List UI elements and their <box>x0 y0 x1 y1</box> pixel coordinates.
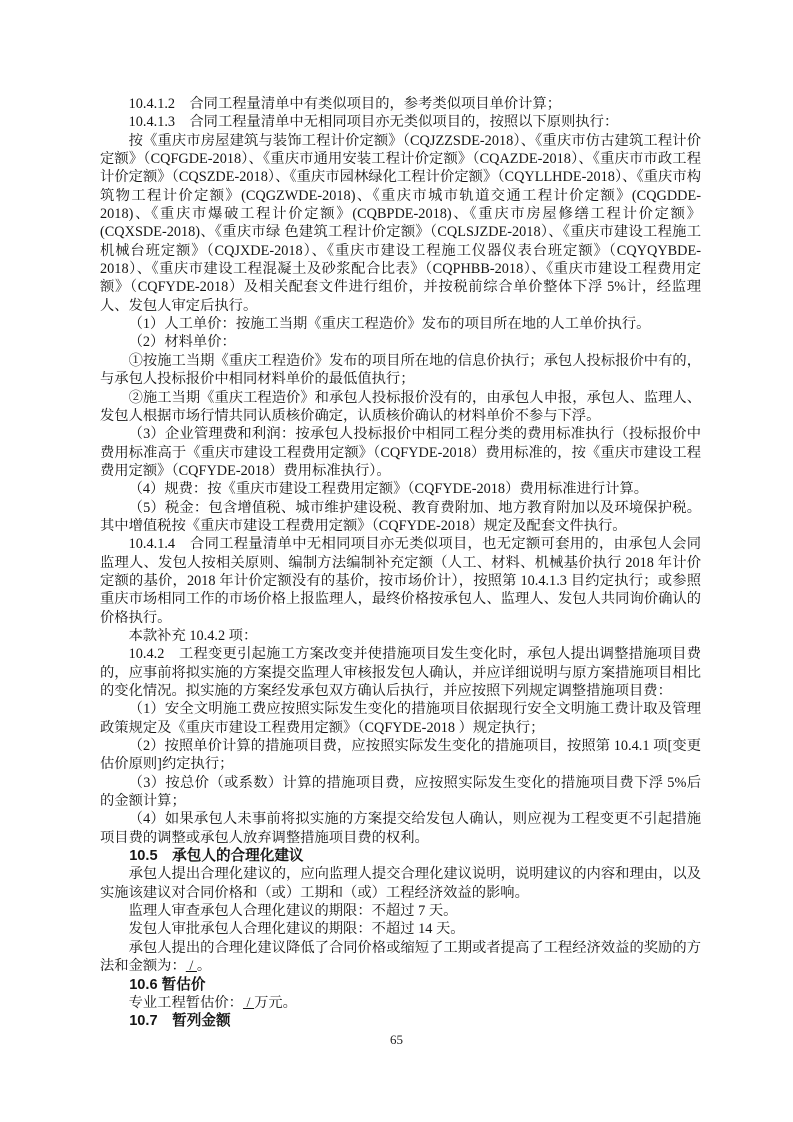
text-run: （3）企业管理费和利润：按承包人投标报价中相同工程分类的费用标准执行（投标报价中费用标准高于《重庆市建设工程费用定额》（CQFYDE-2018）费用标准的，按《重庆市建设工程费用定额》（CQFYDE-2018）费用标准执行）。 <box>100 426 701 479</box>
paragraph <box>100 810 701 847</box>
paragraph <box>100 535 701 627</box>
text-run: 专业工程暂估价： <box>128 994 243 1011</box>
text-run: 承包人提出的合理化建议降低了合同价格或缩短了工期或者提高了工程经济效益的奖励的方法和金额为： <box>100 939 701 975</box>
text-run: （4）如果承包人未事前将拟实施的方案提交给发包人确认，则应视为工程变更不引起措施项目费的调整或承包人放弃调整措施项目费的权利。 <box>100 811 701 846</box>
paragraph <box>100 132 701 315</box>
text-run: 本款补充 10.4.2 项： <box>128 627 258 644</box>
text-run: 。 <box>196 958 212 975</box>
text-run: 10.4.1.4 合同工程量清单中无相同项目亦无类似项目，也无定额可套用的，由承包人会同监理人、发包人按相关原则、编制方法编制补充定额（人工、材料、机械基价执行 2018 年计价定额的基价，2018 年计价定额没有的基价，按市场价计），按照第 10.4.1.3 目约定执行；或参照重庆市场相同工作的市场价格上报监理人，最终价格按承包人、监理人、发包人共同询价确认的价格执行。 <box>100 536 701 626</box>
paragraph <box>100 774 701 811</box>
text-run: 按《重庆市房屋建筑与装饰工程计价定额》（CQJZZSDE-2018）、《重庆市仿古建筑工程计价定额》（CQFGDE-2018）、《重庆市通用安装工程计价定额》（CQAZDE-2018）、《重庆市市政工程计价定额》（CQSZDE-2018）、《重庆市园林绿化工程计价定额》（CQYLLHDE-2018）、《重庆市构筑物工程计价定额》(CQGZWDE-2018)、《重庆市城市轨道交通工程计价定额》(CQGDDE-2018)、《重庆市爆破工程计价定额》(CQBPDE-2018)、《重庆市房屋修缮工程计价定额》(CQXSDE-2018)、《重庆市绿 色建筑工程计价定额》（CQLSJZDE-2018）、《重庆市建设工程施工机械台班定额》（CQJXDE-2018）、《重庆市建设工程施工仪器仪表台班定额》（CQYQYBDE-2018）、《重庆市建设工程混凝土及砂浆配合比表》（CQPHBB-2018）、《重庆市建设工程费用定额》（CQFYDE-2018）及相关配套文件进行组价，并按税前综合单价整体下浮 5%计，经监理人、发包人审定后执行。 <box>100 132 701 314</box>
paragraph <box>100 737 701 774</box>
text-run: 承包人提出合理化建议的，应向监理人提交合理化建议说明，说明建议的内容和理由，以及实施该建议对合同价格和（或）工期和（或）工程经济效益的影响。 <box>100 866 701 901</box>
fill-in-blank: / <box>242 994 255 1011</box>
text-run: 10.5 承包人的合理化建议 <box>129 848 304 865</box>
text-run: 监理人审查承包人合理化建议的期限：不超过 7 天。 <box>128 903 458 920</box>
text-run: ②施工当期《重庆工程造价》和承包人投标报价没有的，由承包人申报，承包人、监理人、发包人根据市场行情共同认质核价确定，认质核价确认的材料单价不参与下浮。 <box>100 389 701 424</box>
paragraph <box>100 700 701 737</box>
text-run: 10.4.1.3 合同工程量清单中无相同项目亦无类似项目的，按照以下原则执行： <box>128 114 619 131</box>
paragraph <box>100 902 701 920</box>
text-run: （1）安全文明施工费应按照实际发生变化的措施项目依据现行安全文明施工费计取及管理政策规定及《重庆市建设工程费用定额》（CQFYDE-2018 ）规定执行； <box>100 701 701 736</box>
paragraph <box>100 994 701 1012</box>
text-run: 10.4.2 工程变更引起施工方案改变并使措施项目发生变化时，承包人提出调整措施项目费的，应事前将拟实施的方案提交监理人审核报发包人确认，并应详细说明与原方案措施项目相比的变化情况。拟实施的方案经发承包双方确认后执行，并应按照下列规定调整措施项目费： <box>100 646 701 699</box>
text-run: 10.6 暂估价 <box>129 976 206 993</box>
fill-in-blank: / <box>185 958 197 975</box>
section-heading <box>100 847 701 865</box>
page-number: 65 <box>390 1032 403 1047</box>
paragraph <box>100 333 701 351</box>
paragraph <box>100 499 701 536</box>
paragraph <box>100 352 701 389</box>
paragraph <box>100 480 701 498</box>
text-run: （2）按照单价计算的措施项目费，应按照实际发生变化的措施项目，按照第 10.4.1 项[变更估价原则]约定执行； <box>100 738 701 773</box>
section-heading <box>100 1012 701 1030</box>
paragraph <box>100 920 701 938</box>
paragraph <box>100 95 701 113</box>
text-run: 10.4.1.2 合同工程量清单中有类似项目的，参考类似项目单价计算； <box>128 96 562 112</box>
text-run: （3）按总价（或系数）计算的措施项目费，应按照实际发生变化的措施项目费下浮 5%后的金额计算； <box>100 774 701 810</box>
paragraph <box>100 425 701 480</box>
paragraph <box>100 865 701 902</box>
text-run: （4）规费：按《重庆市建设工程费用定额》（CQFYDE-2018）费用标准进行计算。 <box>128 481 649 498</box>
paragraph <box>100 627 701 645</box>
section-heading <box>100 976 701 994</box>
text-run: 万元。 <box>254 994 297 1011</box>
paragraph <box>100 389 701 426</box>
paragraph <box>100 939 701 976</box>
text-run: ①按施工当期《重庆工程造价》发布的项目所在地的信息价执行；承包人投标报价中有的，与承包人投标报价中相同材料单价的最低值执行； <box>100 352 701 388</box>
paragraph <box>100 315 701 333</box>
paragraph <box>100 113 701 131</box>
text-run: 10.7 暂列金额 <box>129 1013 231 1030</box>
paragraph <box>100 645 701 700</box>
text-run: （5）税金：包含增值税、城市维护建设税、教育费附加、地方教育附加以及环境保护税。其中增值税按《重庆市建设工程费用定额》（CQFYDE-2018）规定及配套文件执行。 <box>100 499 701 534</box>
text-run: （1）人工单价：按施工当期《重庆工程造价》发布的项目所在地的人工单价执行。 <box>128 316 651 333</box>
document-body <box>100 95 701 1031</box>
text-run: 发包人审批承包人合理化建议的期限：不超过 14 天。 <box>128 921 465 938</box>
text-run: （2）材料单价： <box>128 334 236 351</box>
